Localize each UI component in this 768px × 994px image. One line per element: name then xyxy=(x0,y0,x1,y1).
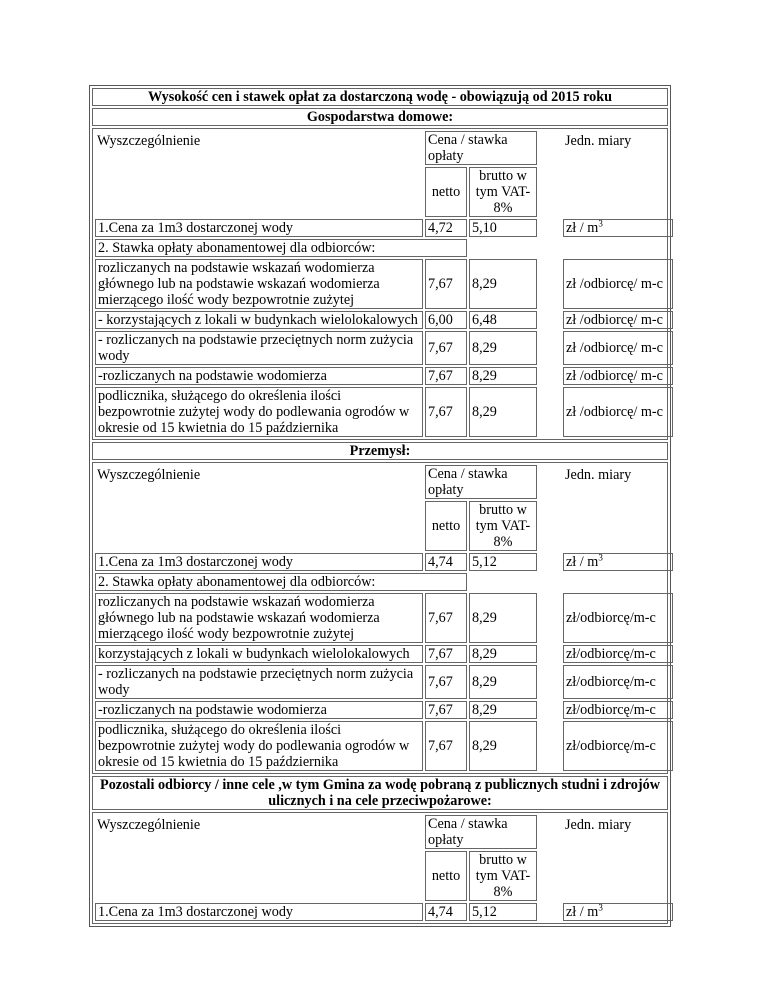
col-group-price: Cena / stawka opłaty xyxy=(425,815,537,849)
section-table xyxy=(93,129,675,439)
price-unit xyxy=(563,553,673,571)
price-brutto: 5,12 xyxy=(469,553,537,571)
col-label-unit: Jedn. miary xyxy=(565,817,632,833)
fee-unit: zł /odbiorcę/ m-c xyxy=(563,367,673,385)
price-row xyxy=(95,903,673,921)
price-unit-text: zł / m xyxy=(566,220,599,236)
fee-netto: 6,00 xyxy=(425,311,467,329)
section-table-cell xyxy=(92,128,668,440)
section-table-cell xyxy=(92,812,668,924)
fee-unit: zł/odbiorcę/m-c xyxy=(563,645,673,663)
col-label-netto: netto xyxy=(425,501,467,551)
price-unit-sup: 3 xyxy=(598,218,603,229)
price-label: 1.Cena za 1m3 dostarczonej wody xyxy=(95,553,423,571)
price-unit-sup: 3 xyxy=(598,552,603,563)
fee-brutto: 8,29 xyxy=(469,701,537,719)
fee-section-label: 2. Stawka opłaty abonamentowej dla odbiorców: xyxy=(95,239,467,257)
fee-label: -rozliczanych na podstawie wodomierza xyxy=(95,701,423,719)
fee-netto: 7,67 xyxy=(425,645,467,663)
fee-label: podlicznika, służącego do określenia ilości bezpowrotnie zużytej wody do podlewania ogrodów w okresie od 15 kwietnia do 15 października xyxy=(95,721,423,771)
section-table xyxy=(93,813,675,923)
fee-unit: zł/odbiorcę/m-c xyxy=(563,593,673,643)
fee-row xyxy=(95,331,673,365)
price-row xyxy=(95,219,673,237)
fee-netto: 7,67 xyxy=(425,665,467,699)
section-table xyxy=(93,463,675,773)
col-group-price: Cena / stawka opłaty xyxy=(425,465,537,499)
document-title: Wysokość cen i stawek opłat za dostarczoną wodę - obowiązują od 2015 roku xyxy=(92,88,668,106)
fee-netto: 7,67 xyxy=(425,331,467,365)
fee-brutto: 8,29 xyxy=(469,665,537,699)
fee-label: rozliczanych na podstawie wskazań wodomierza głównego lub na podstawie wskazań wodomierza mierzącego ilość wody bezpowrotnie zużytej xyxy=(95,593,423,643)
price-unit xyxy=(563,219,673,237)
fee-label: podlicznika, służącego do określenia ilości bezpowrotnie zużytej wody do podlewania ogrodów w okresie od 15 kwietnia do 15 października xyxy=(95,387,423,437)
fee-netto: 7,67 xyxy=(425,593,467,643)
price-netto: 4,72 xyxy=(425,219,467,237)
fee-label: - rozliczanych na podstawie przeciętnych norm zużycia wody xyxy=(95,331,423,365)
tariff-document xyxy=(89,85,671,920)
col-group-price: Cena / stawka opłaty xyxy=(425,131,537,165)
price-brutto: 5,12 xyxy=(469,903,537,921)
col-label-brutto: brutto w tym VAT-8% xyxy=(469,851,537,901)
col-label-description: Wyszczególnienie xyxy=(97,817,201,833)
fee-brutto: 8,29 xyxy=(469,593,537,643)
fee-row xyxy=(95,665,673,699)
price-unit-text: zł / m xyxy=(566,554,599,570)
fee-brutto: 8,29 xyxy=(469,645,537,663)
fee-unit: zł/odbiorcę/m-c xyxy=(563,721,673,771)
section-heading: Pozostali odbiorcy / inne cele ,w tym Gmina za wodę pobraną z publicznych studni i zdrojów ulicznych i na cele przeciwpożarowe: xyxy=(92,776,668,810)
fee-brutto: 6,48 xyxy=(469,311,537,329)
price-label: 1.Cena za 1m3 dostarczonej wody xyxy=(95,903,423,921)
fee-row xyxy=(95,645,673,663)
fee-row xyxy=(95,701,673,719)
fee-unit: zł /odbiorcę/ m-c xyxy=(563,259,673,309)
fee-label: - rozliczanych na podstawie przeciętnych norm zużycia wody xyxy=(95,665,423,699)
section-heading: Gospodarstwa domowe: xyxy=(92,108,668,126)
fee-netto: 7,67 xyxy=(425,701,467,719)
fee-label: -rozliczanych na podstawie wodomierza xyxy=(95,367,423,385)
fee-label: - korzystających z lokali w budynkach wielolokalowych xyxy=(95,311,423,329)
fee-brutto: 8,29 xyxy=(469,331,537,365)
price-unit-text: zł / m xyxy=(566,904,599,920)
fee-label: korzystających z lokali w budynkach wielolokalowych xyxy=(95,645,423,663)
fee-row xyxy=(95,387,673,437)
price-netto: 4,74 xyxy=(425,553,467,571)
fee-netto: 7,67 xyxy=(425,387,467,437)
fee-brutto: 8,29 xyxy=(469,387,537,437)
price-netto: 4,74 xyxy=(425,903,467,921)
price-unit xyxy=(563,903,673,921)
fee-row xyxy=(95,367,673,385)
fee-netto: 7,67 xyxy=(425,721,467,771)
price-unit-sup: 3 xyxy=(598,902,603,913)
fee-brutto: 8,29 xyxy=(469,367,537,385)
col-label-unit: Jedn. miary xyxy=(565,133,632,149)
fee-brutto: 8,29 xyxy=(469,259,537,309)
fee-unit: zł /odbiorcę/ m-c xyxy=(563,331,673,365)
fee-netto: 7,67 xyxy=(425,367,467,385)
section-heading: Przemysł: xyxy=(92,442,668,460)
col-label-description: Wyszczególnienie xyxy=(97,133,201,149)
fee-section-label: 2. Stawka opłaty abonamentowej dla odbiorców: xyxy=(95,573,467,591)
fee-brutto: 8,29 xyxy=(469,721,537,771)
fee-row xyxy=(95,259,673,309)
fee-unit: zł /odbiorcę/ m-c xyxy=(563,387,673,437)
col-label-brutto: brutto w tym VAT-8% xyxy=(469,167,537,217)
col-label-netto: netto xyxy=(425,851,467,901)
fee-label: rozliczanych na podstawie wskazań wodomierza głównego lub na podstawie wskazań wodomierza mierzącego ilość wody bezpowrotnie zużytej xyxy=(95,259,423,309)
fee-row xyxy=(95,311,673,329)
fee-row xyxy=(95,593,673,643)
tariff-table xyxy=(89,85,671,927)
section-table-cell xyxy=(92,462,668,774)
fee-unit: zł /odbiorcę/ m-c xyxy=(563,311,673,329)
fee-row xyxy=(95,721,673,771)
fee-unit: zł/odbiorcę/m-c xyxy=(563,701,673,719)
price-row xyxy=(95,553,673,571)
fee-unit: zł/odbiorcę/m-c xyxy=(563,665,673,699)
col-label-brutto: brutto w tym VAT-8% xyxy=(469,501,537,551)
col-label-description: Wyszczególnienie xyxy=(97,467,201,483)
price-brutto: 5,10 xyxy=(469,219,537,237)
col-label-unit: Jedn. miary xyxy=(565,467,632,483)
price-label: 1.Cena za 1m3 dostarczonej wody xyxy=(95,219,423,237)
fee-netto: 7,67 xyxy=(425,259,467,309)
col-label-netto: netto xyxy=(425,167,467,217)
